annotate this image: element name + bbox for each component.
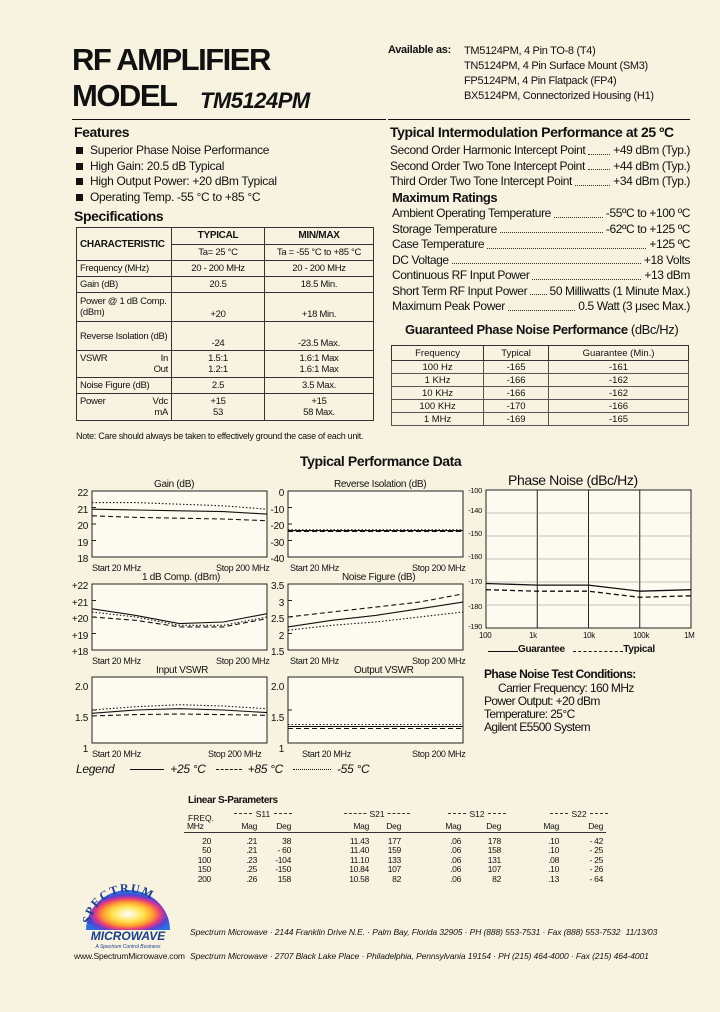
- x-stop-label: Stop 200 MHz: [216, 656, 270, 666]
- spec-cell-sublabel: Vdc: [152, 396, 168, 407]
- s22-label: S22: [571, 809, 587, 819]
- pn-cell: -169: [484, 413, 549, 426]
- sp-cell: -150: [275, 864, 291, 874]
- unit-cell: Deg: [588, 821, 603, 831]
- y-tick-label: 1.5: [74, 713, 88, 724]
- x-tick-label: 100: [479, 631, 492, 640]
- legend-item: +25 °C: [170, 762, 206, 776]
- plot-frame: [288, 677, 463, 743]
- sparams-table: [184, 822, 606, 884]
- rating-value: +13 dBm: [644, 268, 690, 282]
- x-tick-label: 1k: [529, 631, 537, 640]
- spectrum-logo: [76, 884, 180, 950]
- spec-value: 1.2:1: [208, 364, 228, 375]
- y-tick-label: -170: [468, 577, 482, 586]
- x-start-label: Start 20 MHz: [302, 749, 351, 759]
- unit-cell: MHz: [187, 821, 204, 831]
- sp-cell: - 25: [589, 845, 603, 855]
- sp-cell: 82: [392, 873, 401, 884]
- available-label: Available as:: [388, 44, 451, 56]
- unit-cell: Mag: [353, 821, 369, 831]
- in-vswr-chart-title: Input VSWR: [156, 665, 209, 676]
- s11-label: S11: [255, 809, 271, 819]
- spec-header-minmax: MIN/MAX: [265, 228, 374, 245]
- pn-cell: 100 Hz: [392, 361, 484, 374]
- spec-value: 1.5:1: [208, 353, 228, 364]
- s12-label: S12: [469, 809, 485, 819]
- perf-title: Typical Performance Data: [300, 453, 462, 469]
- spec-subheader-typ: Ta= 25 °C: [172, 244, 265, 261]
- spec-cell: +18 Min.: [265, 293, 374, 322]
- y-tick-label: -10: [270, 504, 284, 516]
- features-title: Features: [74, 124, 130, 140]
- rating-label: Ambient Operating Temperature: [392, 206, 551, 220]
- y-tick-label: -160: [468, 552, 482, 561]
- x-start-label: Start 20 MHz: [290, 563, 339, 573]
- spec-cell-label: Power: [80, 396, 106, 407]
- rating-value: -62ºC to +125 ºC: [605, 221, 690, 236]
- spec-cell: 20 - 200 MHz: [172, 261, 265, 277]
- sp-cell: .06: [450, 845, 461, 855]
- x-stop-label: Stop 200 MHz: [208, 749, 262, 759]
- pn-cell: -165: [484, 361, 549, 374]
- spec-subheader-minmax: Ta = -55 °C to +85 °C: [265, 244, 374, 261]
- y-tick-label: -190: [468, 622, 482, 631]
- x-start-label: Start 20 MHz: [290, 656, 339, 666]
- legend-solid-swatch: [130, 769, 164, 770]
- y-tick-label: -140: [468, 506, 482, 515]
- rating-label: Maximum Peak Power: [392, 299, 505, 313]
- intermod-value: +34 dBm (Typ.): [613, 174, 690, 188]
- y-tick-label: +18: [71, 647, 88, 658]
- x-start-label: Start 20 MHz: [92, 563, 141, 573]
- sp-cell: 50: [202, 845, 211, 855]
- pn-condition: Carrier Frequency: 160 MHz: [498, 681, 634, 695]
- pn-cell: 10 KHz: [392, 387, 484, 400]
- intermod-title: Typical Intermodulation Performance at 25 ºC: [390, 124, 674, 140]
- spec-cell: 3.5 Max.: [265, 378, 374, 394]
- y-tick-label: 1.5: [270, 647, 284, 658]
- spec-cell-sublabel: mA: [154, 407, 168, 418]
- logo-main-text: MICROWAVE: [90, 929, 166, 943]
- spec-note: Note: Care should always be taken to effectively ground the case of each unit.: [76, 431, 364, 441]
- y-tick-label: 2.0: [74, 682, 88, 693]
- y-tick-label: +21: [71, 597, 88, 609]
- unit-cell: Deg: [486, 821, 501, 831]
- logo-sub-text: A Spectrum Control Business: [95, 944, 161, 950]
- title-line-1: RF AMPLIFIER: [72, 42, 270, 77]
- phase-noise-chart-title: Phase Noise (dBc/Hz): [508, 472, 638, 488]
- intermod-label: Third Order Two Tone Intercept Point: [390, 174, 572, 188]
- rating-label: Storage Temperature: [392, 221, 497, 236]
- y-tick-label: 1: [278, 744, 284, 755]
- sp-cell: .06: [450, 835, 461, 846]
- rating-label: DC Voltage: [392, 252, 449, 267]
- sp-cell: 150: [197, 864, 211, 874]
- sp-cell: - 64: [589, 873, 603, 884]
- pn-cell: 1 MHz: [392, 413, 484, 426]
- available-item: TN5124PM, 4 Pin Surface Mount (SM3): [464, 60, 648, 72]
- sp-cell: - 26: [589, 864, 603, 874]
- sp-cell: .06: [450, 854, 461, 865]
- footer-address-2: Spectrum Microwave · 2707 Black Lake Place · Philadelphia, Pennsylvania 19154 · PH (215) 464-4000 · Fax (215) 464-4001: [190, 951, 649, 961]
- sp-cell: 11.10: [349, 854, 369, 865]
- feature-item: High Gain: 20.5 dB Typical: [76, 159, 277, 175]
- spec-header-char: CHARACTERISTIC: [77, 228, 172, 261]
- spec-cell: 2.5: [172, 378, 265, 394]
- sp-cell: .13: [548, 873, 559, 884]
- spec-cell: -23.5 Max.: [265, 322, 374, 351]
- footer-date: 11/13/03: [625, 927, 658, 937]
- y-tick-label: +22: [71, 581, 88, 592]
- rev-iso-chart-title: Reverse Isolation (dB): [334, 479, 427, 490]
- pn-legend-typical: Typical: [623, 644, 655, 655]
- legend-dotted-swatch: [293, 769, 331, 770]
- pn-header: Typical: [484, 346, 549, 361]
- legend-item: +85 °C: [247, 762, 283, 776]
- legend: [76, 762, 369, 776]
- x-start-label: Start 20 MHz: [92, 749, 141, 759]
- pn-conditions-title: Phase Noise Test Conditions:: [484, 667, 636, 681]
- pn-cell: -166: [484, 387, 549, 400]
- nf-chart-title: Noise Figure (dB): [342, 572, 416, 583]
- pn-cell: -170: [484, 400, 549, 413]
- sp-cell: .08: [548, 854, 559, 865]
- y-tick-label: 19: [77, 537, 88, 549]
- spec-value: +15: [210, 396, 226, 407]
- sparams-freq-header: FREQ.: [188, 813, 214, 823]
- x-stop-label: Stop 200 MHz: [412, 749, 466, 759]
- sp-cell: 158: [277, 873, 291, 884]
- y-tick-label: -20: [270, 521, 284, 532]
- max-ratings-title: Maximum Ratings: [392, 190, 498, 205]
- s21-label: S21: [369, 809, 385, 819]
- sp-cell: 107: [387, 864, 401, 874]
- intermod-label: Second Order Harmonic Intercept Point: [390, 143, 586, 157]
- pn-conditions-list: [484, 682, 634, 734]
- gain-chart-title: Gain (dB): [154, 479, 195, 490]
- spec-cell: 18.5 Min.: [265, 277, 374, 293]
- plot-frame: [288, 491, 463, 557]
- spec-cell-label: VSWR: [80, 353, 108, 364]
- y-tick-label: -180: [468, 602, 482, 611]
- sp-cell: .21: [246, 845, 257, 855]
- rating-value: 0.5 Watt (3 μsec Max.): [578, 299, 690, 313]
- footer-address-1: [190, 927, 657, 937]
- sp-cell: - 60: [277, 845, 291, 855]
- sp-cell: 133: [387, 854, 401, 865]
- sp-cell: - 25: [589, 854, 603, 865]
- sp-cell: - 42: [589, 835, 603, 846]
- sp-cell: 177: [387, 835, 401, 846]
- x-tick-label: 1M: [684, 631, 695, 640]
- rating-label: Case Temperature: [392, 237, 485, 251]
- sp-cell: 200: [197, 873, 211, 884]
- spec-cell: -24: [172, 322, 265, 351]
- sp-cell: 11.40: [349, 845, 369, 855]
- unit-cell: Deg: [386, 821, 401, 831]
- y-tick-label: 21: [77, 504, 88, 516]
- spec-cell: 20.5: [172, 277, 265, 293]
- y-tick-label: -150: [468, 529, 482, 538]
- sp-cell: 107: [487, 864, 501, 874]
- spec-cell: Power @ 1 dB Comp. (dBm): [77, 293, 172, 322]
- rating-value: 50 Milliwatts (1 Minute Max.): [549, 283, 690, 298]
- sp-cell: .06: [450, 864, 461, 874]
- rating-value: -55ºC to +100 ºC: [605, 206, 690, 220]
- spec-value: 58 Max.: [303, 407, 335, 418]
- available-item: FP5124PM, 4 Pin Flatpack (FP4): [464, 75, 617, 87]
- website-link[interactable]: www.SpectrumMicrowave.com: [74, 951, 185, 961]
- sp-cell: 38: [282, 835, 291, 846]
- pn-xticks: [479, 631, 693, 641]
- pn-cell: -162: [549, 387, 689, 400]
- rating-value: +18 Volts: [643, 252, 690, 267]
- y-tick-label: 3.5: [270, 581, 284, 592]
- y-tick-label: 2.0: [270, 682, 284, 693]
- y-tick-label: 1.5: [270, 713, 284, 724]
- spec-cell-sublabel: In: [160, 353, 168, 364]
- spec-cell: 20 - 200 MHz: [265, 261, 374, 277]
- plot-frame: [288, 584, 463, 650]
- pn-cell: -166: [484, 374, 549, 387]
- pn-cell: 1 KHz: [392, 374, 484, 387]
- y-tick-label: 22: [77, 488, 88, 499]
- pn-legend: [488, 644, 655, 655]
- pn-cell: -162: [549, 374, 689, 387]
- spec-header-typ: TYPICAL: [172, 228, 265, 245]
- plot-frame: [92, 491, 267, 557]
- logo-top-text: SPECTRUM: [79, 884, 158, 925]
- sp-cell: 159: [387, 845, 401, 855]
- pn-condition: Temperature: 25°C: [484, 707, 575, 721]
- x-stop-label: Stop 200 MHz: [412, 656, 466, 666]
- sp-cell: 20: [202, 835, 211, 846]
- sparams-units-row: [184, 822, 606, 832]
- sp-cell: 82: [492, 873, 501, 884]
- feature-item: Superior Phase Noise Performance: [76, 143, 277, 159]
- intermod-label: Second Order Two Tone Intercept Point: [390, 158, 585, 173]
- sparams-title: Linear S-Parameters: [188, 795, 278, 806]
- legend-item: -55 °C: [336, 762, 370, 776]
- x-stop-label: Stop 200 MHz: [412, 563, 466, 573]
- sp-cell: 131: [487, 854, 501, 865]
- y-tick-label: 18: [77, 554, 88, 565]
- plot-frame: [92, 584, 267, 650]
- sp-cell: -104: [275, 854, 291, 865]
- y-tick-label: 3: [278, 597, 284, 609]
- sp-cell: .10: [548, 835, 559, 846]
- unit-cell: Mag: [543, 821, 559, 831]
- y-tick-label: 2.5: [270, 614, 284, 625]
- sp-cell: 178: [487, 835, 501, 846]
- feature-item: Operating Temp. -55 °C to +85 °C: [76, 190, 277, 206]
- pn-cell: -166: [549, 400, 689, 413]
- pn-table-unit: (dBc/Hz): [630, 322, 679, 337]
- spec-cell-sublabel: Out: [153, 364, 168, 375]
- logo-rainbow: [86, 890, 170, 930]
- spec-cell: Frequency (MHz): [77, 261, 172, 277]
- model-number: TM5124PM: [200, 88, 310, 113]
- unit-cell: Mag: [445, 821, 461, 831]
- pn-condition: Agilent E5500 System: [484, 720, 591, 734]
- spec-cell: Gain (dB): [77, 277, 172, 293]
- address-1-text: Spectrum Microwave · 2144 Franklin Drive N.E. · Palm Bay, Florida 32905 · PH (888) 553-7531 · Fax (888) 553-7532: [190, 927, 621, 937]
- y-tick-label: 1: [82, 744, 88, 755]
- plot-frame: [92, 677, 267, 743]
- sp-cell: .06: [450, 873, 461, 884]
- available-item: TM5124PM, 4 Pin TO-8 (T4): [464, 45, 596, 57]
- pn-header: Guarantee (Min.): [549, 346, 689, 361]
- spec-cell: Noise Figure (dB): [77, 378, 172, 394]
- spec-cell: Reverse Isolation (dB): [77, 322, 172, 351]
- specifications-title: Specifications: [74, 208, 164, 224]
- title-line-2: MODEL: [72, 78, 177, 113]
- sp-cell: 10.58: [349, 873, 369, 884]
- spec-value: 1.6:1 Max: [299, 364, 339, 375]
- sp-cell: .25: [246, 864, 257, 874]
- y-tick-label: -30: [270, 537, 284, 549]
- x-stop-label: Stop 200 MHz: [216, 563, 270, 573]
- feature-item: High Output Power: +20 dBm Typical: [76, 174, 277, 190]
- y-tick-label: +20: [71, 614, 88, 625]
- sp-cell: 10.84: [349, 864, 369, 874]
- spec-value: 53: [213, 407, 223, 418]
- unit-cell: Mag: [241, 821, 257, 831]
- x-tick-label: 100k: [633, 631, 650, 640]
- pn-cell: 100 KHz: [392, 400, 484, 413]
- intermod-value: +49 dBm (Typ.): [613, 143, 690, 157]
- intermod-value: +44 dBm (Typ.): [613, 158, 690, 173]
- sp-cell: .10: [548, 845, 559, 855]
- spec-cell: +20: [172, 293, 265, 322]
- sp-cell: 11.43: [349, 835, 369, 846]
- spec-value: 1.6:1 Max: [299, 353, 339, 364]
- unit-cell: Deg: [276, 821, 291, 831]
- comp-chart-title: 1 dB Comp. (dBm): [142, 572, 221, 583]
- pn-cell: -161: [549, 361, 689, 374]
- x-tick-label: 10k: [583, 631, 595, 640]
- y-tick-label: 20: [77, 521, 88, 532]
- sp-cell: .21: [246, 835, 257, 846]
- rating-label: Continuous RF Input Power: [392, 268, 530, 282]
- out-vswr-chart-title: Output VSWR: [354, 665, 414, 676]
- y-tick-label: -100: [468, 486, 482, 495]
- y-tick-label: -40: [270, 554, 284, 565]
- y-tick-label: 0: [278, 488, 284, 499]
- sp-cell: .10: [548, 864, 559, 874]
- pn-condition: Power Output: +20 dBm: [484, 694, 600, 708]
- sp-cell: 100: [197, 854, 211, 865]
- table-row: [184, 875, 606, 885]
- available-item: BX5124PM, Connectorized Housing (H1): [464, 90, 654, 102]
- y-tick-label: 2: [278, 630, 284, 642]
- sp-cell: .26: [246, 873, 257, 884]
- pn-cell: -165: [549, 413, 689, 426]
- sp-cell: .23: [246, 854, 257, 865]
- legend-dashed-swatch: [216, 769, 242, 770]
- rating-label: Short Term RF Input Power: [392, 283, 528, 298]
- pn-table-title-text: Guaranteed Phase Noise Performance: [405, 322, 628, 337]
- pn-legend-guarantee: Guarantee: [518, 644, 565, 655]
- spec-value: +15: [311, 396, 327, 407]
- y-tick-label: +19: [71, 630, 88, 642]
- legend-label: Legend: [76, 762, 115, 776]
- pn-header: Frequency: [392, 346, 484, 361]
- rating-value: +125 ºC: [649, 237, 690, 251]
- sp-cell: 158: [487, 845, 501, 855]
- x-start-label: Start 20 MHz: [92, 656, 141, 666]
